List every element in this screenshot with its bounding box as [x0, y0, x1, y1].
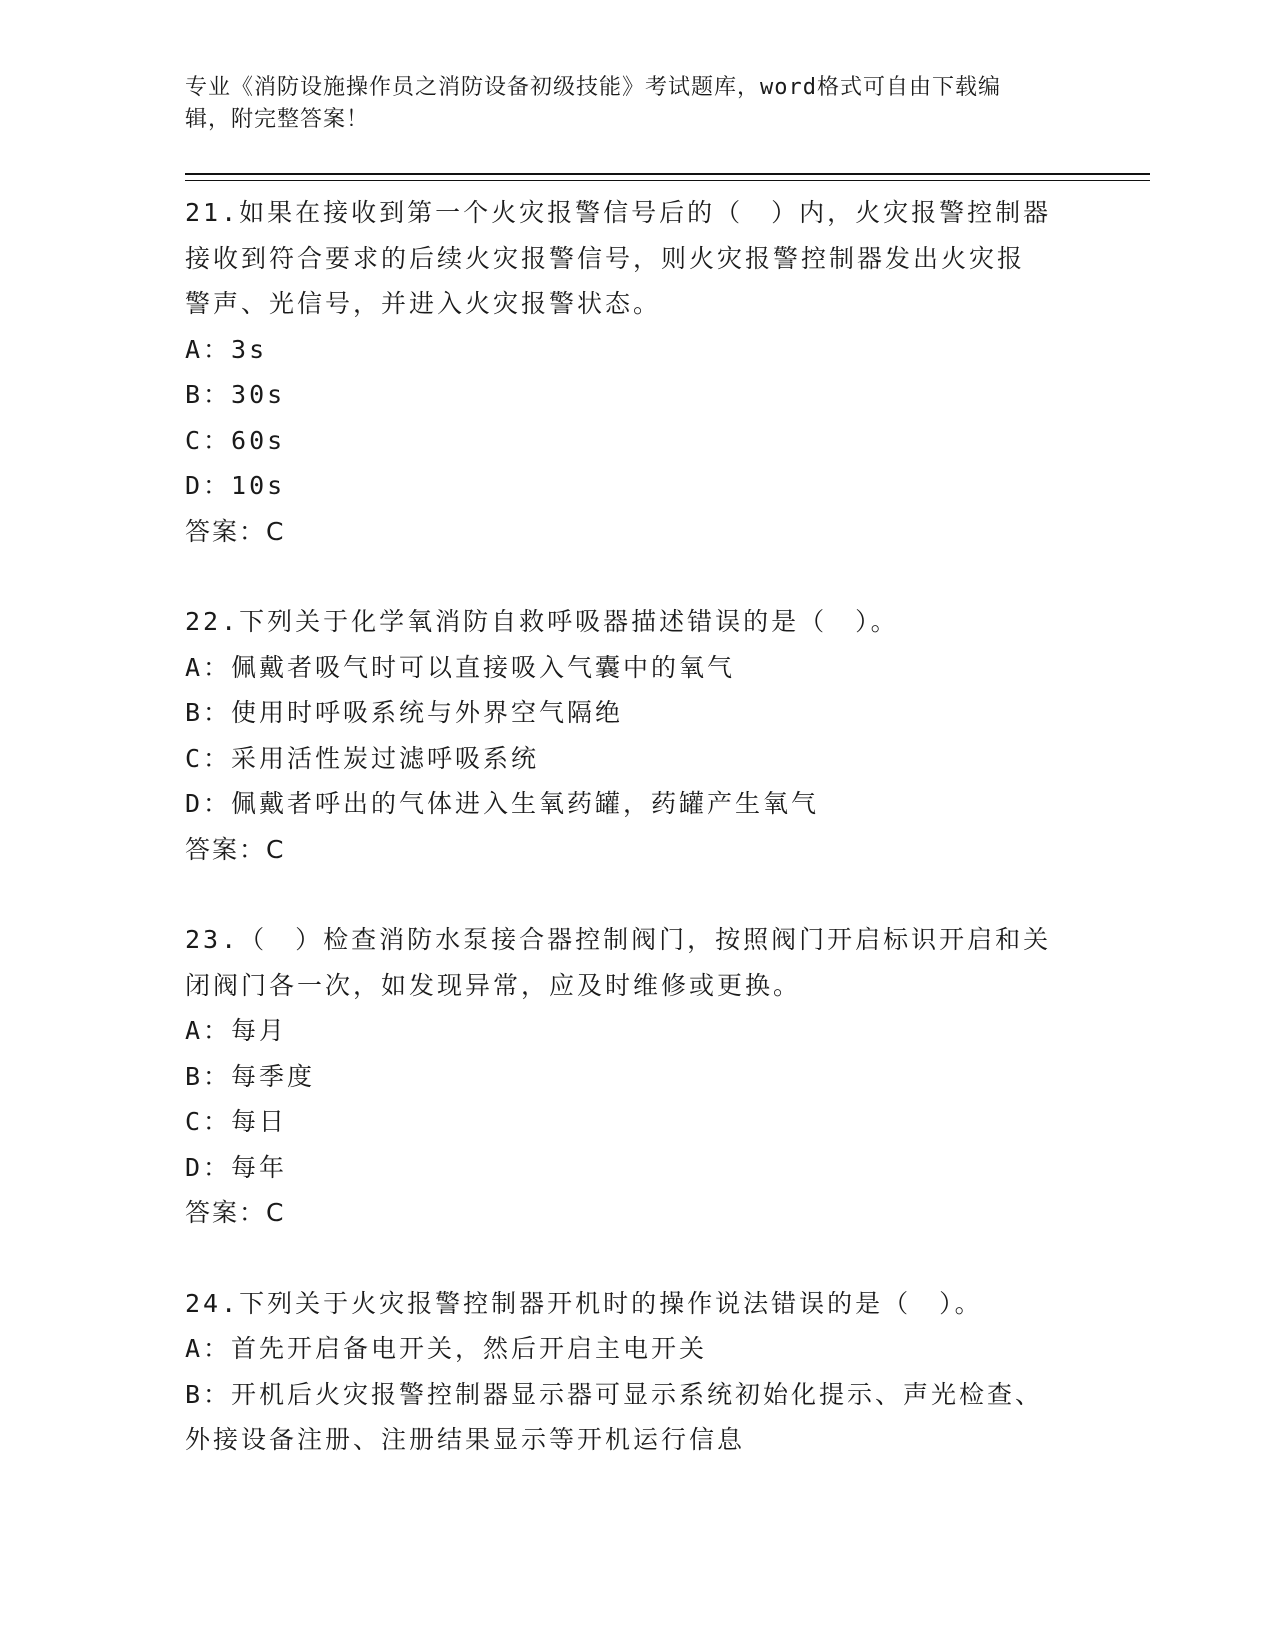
- question-stem-line: 23.（ ）检查消防水泵接合器控制阀门，按照阀门开启标识开启和关: [185, 925, 1052, 954]
- option-c: C：每日: [185, 1107, 288, 1136]
- question-stem-line: 闭阀门各一次，如发现异常，应及时维修或更换。: [185, 970, 802, 1000]
- question-21: [185, 190, 1075, 554]
- option-b: B：使用时呼吸系统与外界空气隔绝: [185, 698, 624, 727]
- header-divider-thick: [185, 173, 1150, 175]
- question-23: [185, 917, 1075, 1236]
- option-b-continued: 外接设备注册、注册结果显示等开机运行信息: [185, 1425, 746, 1454]
- option-b: B：每季度: [185, 1061, 316, 1091]
- question-list: [185, 190, 1075, 1463]
- question-stem-line: 警声、光信号，并进入火灾报警状态。: [185, 289, 662, 318]
- question-22: [185, 599, 1075, 872]
- question-stem-line: 21.如果在接收到第一个火灾报警信号后的（ ）内，火灾报警控制器: [185, 198, 1052, 227]
- option-c: C：采用活性炭过滤呼吸系统: [185, 743, 540, 773]
- header-line-2: 辑，附完整答案！: [185, 107, 370, 132]
- answer: 答案：C: [185, 834, 286, 864]
- question-spacer: [185, 1236, 1075, 1281]
- question-24: [185, 1281, 1075, 1463]
- header-line-1: 专业《消防设施操作员之消防设备初级技能》考试题库，word格式可自由下载编: [185, 75, 1001, 100]
- question-stem-line: 22.下列关于化学氧消防自救呼吸器描述错误的是（ ）。: [185, 607, 899, 636]
- option-d: D：10s: [185, 471, 286, 500]
- option-d: D：佩戴者呼出的气体进入生氧药罐，药罐产生氧气: [185, 789, 820, 818]
- question-stem-line: 接收到符合要求的后续火灾报警信号，则火灾报警控制器发出火灾报: [185, 243, 1026, 273]
- option-b: B：30s: [185, 380, 286, 409]
- document-header: [185, 72, 1065, 136]
- option-b: B：开机后火灾报警控制器显示器可显示系统初始化提示、声光检查、: [185, 1379, 1044, 1409]
- header-divider-thin: [185, 180, 1150, 181]
- question-spacer: [185, 554, 1075, 599]
- question-stem-line: 24.下列关于火灾报警控制器开机时的操作说法错误的是（ ）。: [185, 1288, 983, 1318]
- option-a: A：佩戴者吸气时可以直接吸入气囊中的氧气: [185, 652, 736, 682]
- option-a: A：每月: [185, 1016, 288, 1045]
- question-spacer: [185, 872, 1075, 917]
- answer: 答案：C: [185, 516, 286, 546]
- option-d: D：每年: [185, 1152, 288, 1182]
- option-c: C：60s: [185, 425, 286, 455]
- answer: 答案：C: [185, 1198, 286, 1227]
- option-a: A：首先开启备电开关，然后开启主电开关: [185, 1334, 708, 1363]
- option-a: A：3s: [185, 334, 268, 364]
